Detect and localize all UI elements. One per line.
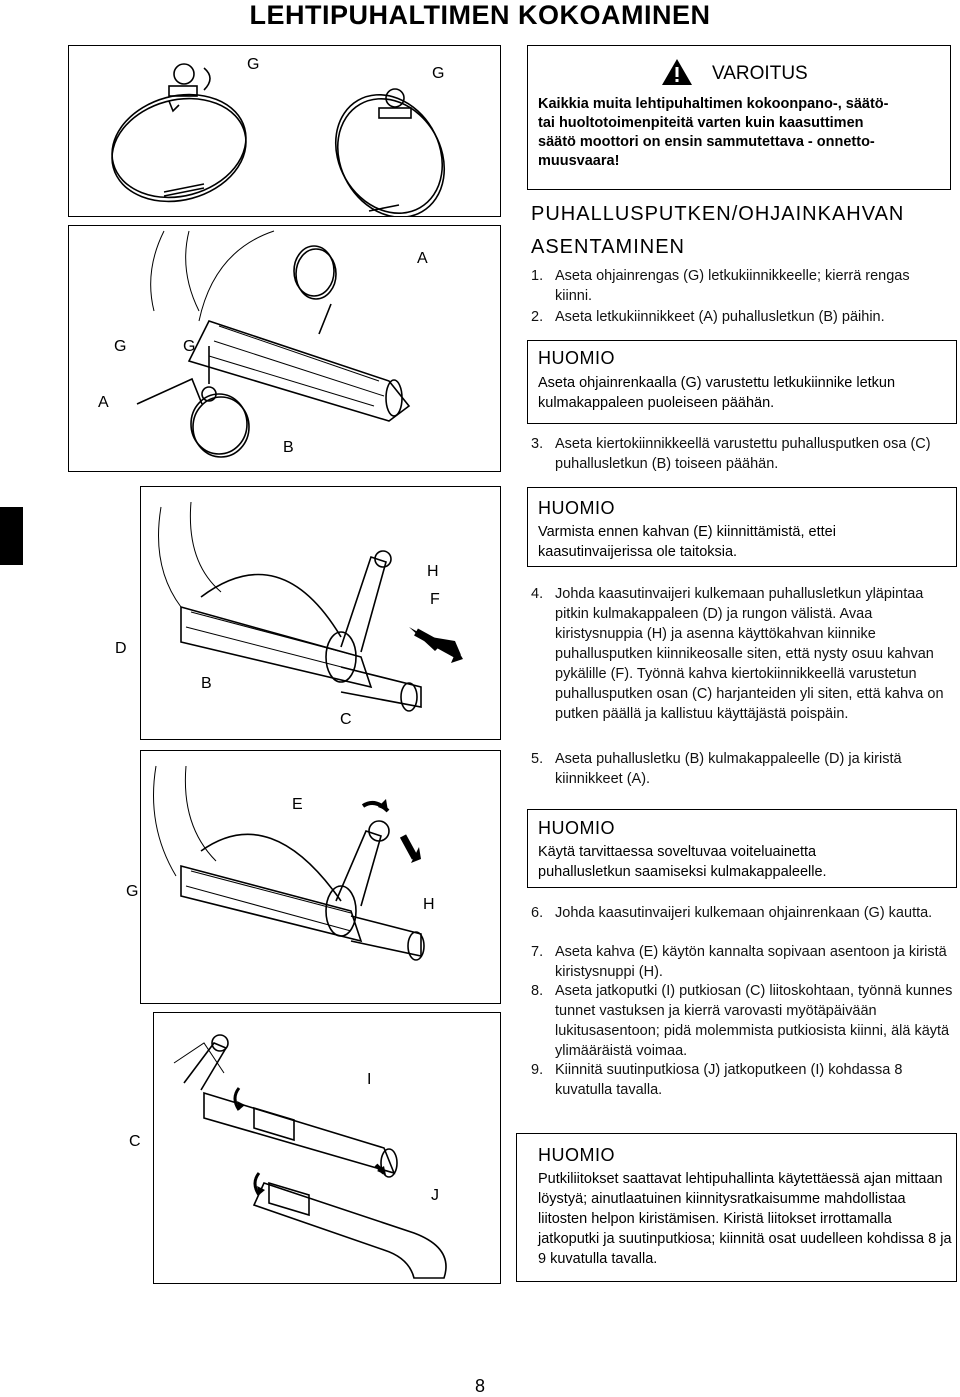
section-tab-marker xyxy=(0,507,23,565)
note-2-heading: HUOMIO xyxy=(538,498,615,518)
figure-3-handle-install xyxy=(140,486,501,740)
label-i: I xyxy=(367,1071,372,1088)
label-b: B xyxy=(283,439,294,456)
note-1-text: Aseta ohjainrenkaalla (G) varustettu letkukiinnike letkun kulmakappaleen puoleiseen päähän. xyxy=(538,375,896,411)
page-title: LEHTIPUHALTIMEN KOKOAMINEN xyxy=(249,0,711,30)
label-e: E xyxy=(292,796,303,813)
page-number: 8 xyxy=(474,1376,485,1396)
section-title xyxy=(531,198,951,264)
step-8: 8. Aseta jatkoputki (I) putkiosan (C) liitoskohtaan, työnnä kunnes tunnet vastuksen ja kierrä varovasti myötäpäivään lukitusasentoon; pidä molemmista putkiosista kiinni, älä käytä ylimääräistä voimaa. xyxy=(531,983,953,1059)
note-4-heading: HUOMIO xyxy=(538,1145,615,1165)
note-1-heading: HUOMIO xyxy=(538,348,615,368)
handle-install-illustration xyxy=(141,487,500,739)
label-c: C xyxy=(340,711,352,728)
section-title-line-2: ASENTAMINEN xyxy=(531,236,685,258)
warning-line: säätö moottori on ensin sammutettava - onnetto- xyxy=(538,134,875,150)
figure-4-handle-adjust xyxy=(140,750,501,1004)
label-d-outer: D xyxy=(115,640,127,657)
label-g: G xyxy=(183,338,196,355)
note-3-text: Käytä tarvittaessa soveltuvaa voiteluainetta puhallusletkun saamiseksi kulmakappaleelle. xyxy=(538,844,827,880)
step-2: 2. Aseta letkukiinnikkeet (A) puhallusletkun (B) päihin. xyxy=(531,309,885,325)
label-a-top: A xyxy=(417,250,428,267)
step-6: 6. Johda kaasutinvaijeri kulkemaan ohjainrenkaan (G) kautta. xyxy=(531,905,933,921)
section-title-line-1: PUHALLUSPUTKEN/OHJAINKAHVAN xyxy=(531,203,905,225)
figure-5-extension-tubes xyxy=(153,1012,501,1284)
warning-line: tai huoltotoimenpiteitä varten kuin kaasuttimen xyxy=(538,115,864,131)
label-b: B xyxy=(201,675,212,692)
figure-2-hose-clamps-attached xyxy=(68,225,501,472)
step-7: 7. Aseta kahva (E) käytön kannalta sopivaan asentoon ja kiristä kiristysnuppi (H). xyxy=(531,944,947,980)
note-4-text: Putkiliitokset saattavat lehtipuhallinta käytettäessä ajan mittaan löystyä; ainutlaatuinen kiinnitysratkaisumme mahdollistaa liitosten helpon kiristämisen. Kiristä liitokset irrottamalla jatkoputki ja suutinputkiosa; kiinnitä osat uudelleen kohdissa 8 ja 9 kuvatulla tavalla. xyxy=(538,1171,952,1267)
label-f: F xyxy=(430,591,440,608)
label-h: H xyxy=(423,896,435,913)
label-g-outer: G xyxy=(126,883,139,900)
hose-illustration xyxy=(69,226,500,471)
warning-triangle-icon xyxy=(660,57,694,87)
label-a-outer: A xyxy=(98,394,109,411)
handle-adjust-illustration xyxy=(141,751,500,1003)
label-c-outer: C xyxy=(129,1133,141,1150)
note-2-text: Varmista ennen kahvan (E) kiinnittämistä, ettei kaasutinvaijerissa ole taitoksia. xyxy=(538,524,836,560)
extension-tube-illustration xyxy=(154,1013,500,1283)
label-g-right: G xyxy=(432,65,445,82)
step-5: 5. Aseta puhallusletku (B) kulmakappaleelle (D) ja kiristä kiinnikkeet (A). xyxy=(531,751,902,787)
label-j: J xyxy=(431,1187,439,1204)
label-h: H xyxy=(427,563,439,580)
warning-line: Kaikkia muita lehtipuhaltimen kokoonpano-, säätö- xyxy=(538,96,889,112)
warning-heading: VAROITUS xyxy=(712,63,808,84)
step-3: 3. Aseta kiertokiinnikkeellä varustettu puhallusputken osa (C) puhallusletkun (B) toiseen päähän. xyxy=(531,436,931,472)
step-4: 4. Johda kaasutinvaijeri kulkemaan puhallusletkun yläpintaa pitkin kulmakappaleen (D) ja rungon välistä. Avaa kiristysnuppia (H) ja asenna käyttökahvan kiinnike puhallusputken kiinnikeosalle siten, että nysty osuu kahvan pykälille (F). Työnnä kahva kiertokiinnikkeellä varustetun puhallusputken osan (C) harjanteiden yli siten, että kahva on putken päällä ja kallistuu käyttäjästä poispäin. xyxy=(531,586,944,722)
note-3-heading: HUOMIO xyxy=(538,818,615,838)
warning-line: muusvaara! xyxy=(538,153,620,169)
step-9: 9. Kiinnitä suutinputkiosa (J) jatkoputkeen (I) kohdassa 8 kuvatulla tavalla. xyxy=(531,1062,903,1098)
figure-1-hose-clamps xyxy=(68,45,501,217)
label-g-outer: G xyxy=(114,338,127,355)
label-g-left: G xyxy=(247,56,260,73)
warning-text xyxy=(538,95,938,171)
step-1: 1. Aseta ohjainrengas (G) letkukiinnikkeelle; kierrä rengas kiinni. xyxy=(531,268,910,304)
